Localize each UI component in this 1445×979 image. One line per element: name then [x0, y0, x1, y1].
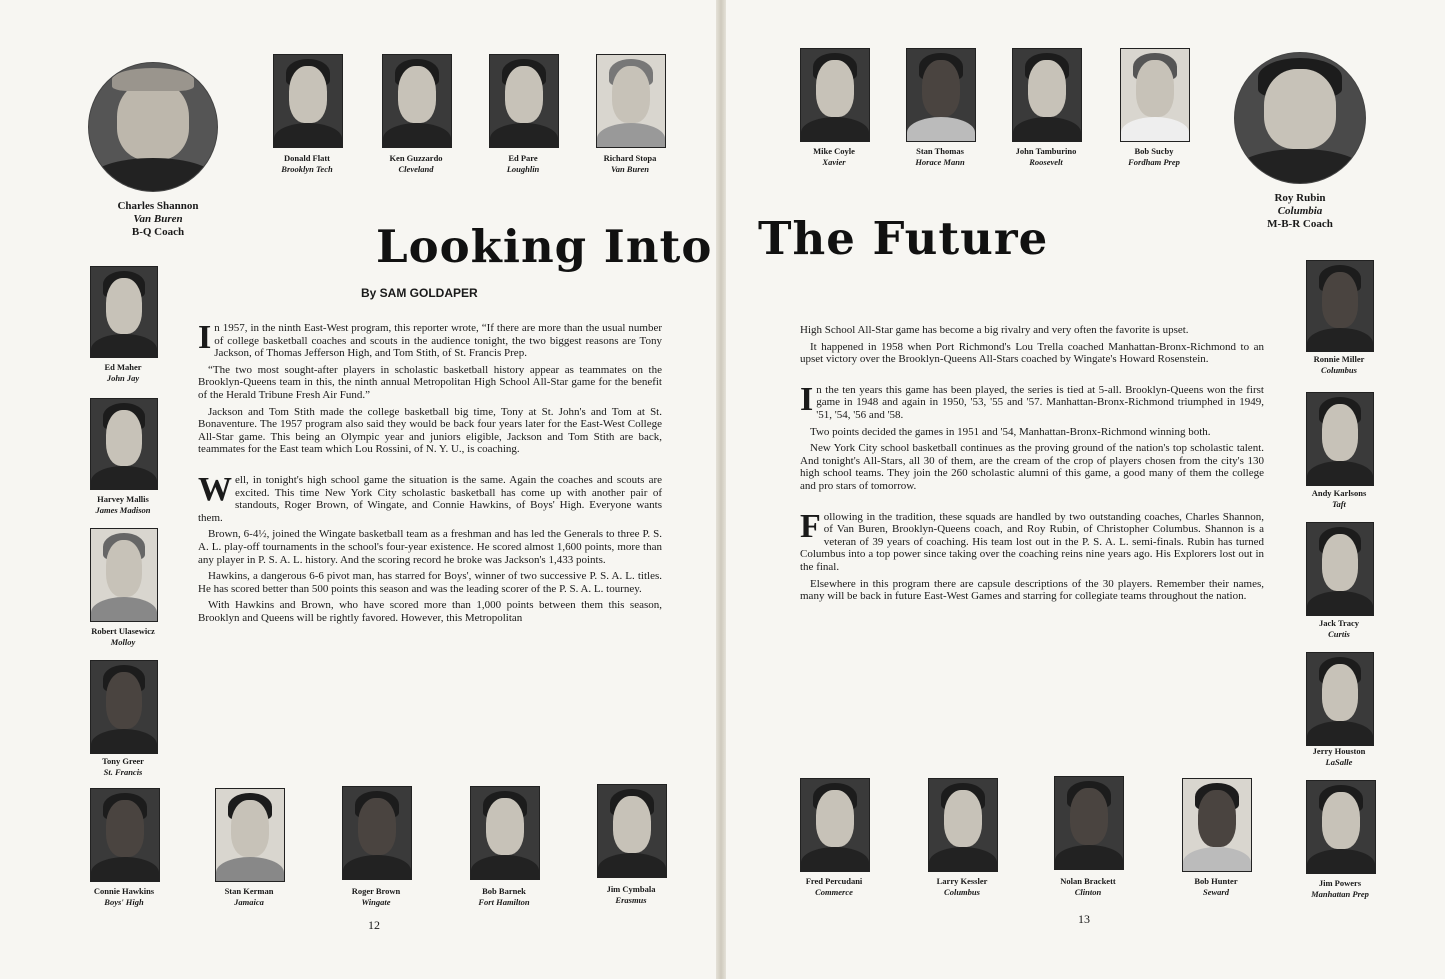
player-photo-mallis — [90, 398, 158, 490]
caption-school: Xavier — [822, 157, 846, 167]
player-photo-karlsons — [1306, 392, 1374, 486]
caption-name: Bob Hunter — [1194, 876, 1238, 886]
caption-name: Fred Percudani — [805, 876, 863, 886]
player-photo-guzzardo — [382, 54, 452, 148]
caption-school: Wingate — [361, 897, 391, 907]
caption-school: Taft — [1332, 499, 1346, 509]
title-left: Looking Into — [376, 220, 713, 273]
page-number-right: 13 — [1078, 912, 1090, 926]
player-caption-maher — [74, 362, 172, 384]
player-photo-greer — [90, 660, 158, 754]
caption-name: Larry Kessler — [936, 876, 988, 886]
title-right: The Future — [758, 212, 1049, 265]
caption-school: St. Francis — [103, 767, 143, 777]
caption-name: Tony Greer — [102, 756, 144, 766]
caption-name: B-Q Coach — [131, 226, 185, 238]
caption-school: Curtis — [1328, 629, 1350, 639]
caption-school: Jamaica — [234, 897, 264, 907]
player-caption-percudani — [785, 876, 883, 898]
player-caption-tracy — [1290, 618, 1388, 640]
caption-school: Boys' High — [104, 897, 144, 907]
caption-name: Nolan Brackett — [1060, 876, 1116, 886]
caption-school: Van Buren — [133, 213, 183, 225]
caption-school: Fort Hamilton — [478, 897, 530, 907]
player-photo-kessler — [928, 778, 998, 872]
player-caption-houston — [1290, 746, 1388, 768]
caption-school: Columbus — [1321, 365, 1357, 375]
caption-name: Richard Stopa — [603, 153, 657, 163]
caption-name: Jack Tracy — [1318, 618, 1360, 628]
article-paragraph: High School All-Star game has become a big rivalry and very often the favorite is upset. — [800, 324, 1189, 336]
player-photo-sucby — [1120, 48, 1190, 142]
player-photo-kerman — [215, 788, 285, 882]
player-photo-ulasewicz — [90, 528, 158, 622]
player-caption-brown — [327, 886, 425, 908]
book-gutter — [716, 0, 726, 979]
caption-school: Van Buren — [610, 164, 650, 174]
caption-school: Loughlin — [506, 164, 540, 174]
player-caption-karlsons — [1290, 488, 1388, 510]
caption-school: Seward — [1203, 887, 1229, 897]
caption-school: Commerce — [815, 887, 853, 897]
player-photo-pare — [489, 54, 559, 148]
article-column-left — [198, 319, 662, 628]
caption-name: M-B-R Coach — [1267, 218, 1333, 230]
player-caption-stopa — [581, 153, 679, 175]
article-paragraph: With Hawkins and Brown, who have scored more than 1,000 points between them this season, Brooklyn and Queens will be rightly favored. However, this Metropolitan — [198, 599, 662, 624]
player-photo-stopa — [596, 54, 666, 148]
caption-name: Ken Guzzardo — [389, 153, 443, 163]
coach-photo-rubin — [1234, 52, 1366, 184]
player-caption-sucby — [1105, 146, 1203, 168]
caption-school: James Madison — [95, 505, 151, 515]
article-paragraph: It happened in 1958 when Port Richmond's Lou Trella coached Manhattan-Bronx-Richmond to an upset victory over the Brooklyn-Queens All-Stars coached by Wingate's Howard Rosenstein. — [800, 340, 1264, 366]
player-caption-miller — [1290, 354, 1388, 376]
player-photo-percudani — [800, 778, 870, 872]
caption-name: Roy Rubin — [1274, 192, 1326, 204]
article-paragraph: Following in the tradition, these squads are handled by two outstanding coaches, Charles Shannon, of Van Buren, Brooklyn-Queens coach, and Roy Rubin, of Christopher Columbus. Shannon is a veteran of 39 years of coaching. His team lost out in the P. S. A. L. semi-finals. Rubin has turned Columbus into a top power since taking over the coaching reins nine years ago. His Explorers lost out in the final. — [800, 507, 1264, 573]
player-photo-hunter — [1182, 778, 1252, 872]
player-photo-hawkins — [90, 788, 160, 882]
article-paragraph: Jackson and Tom Stith made the college basketball big time, Tony at St. John's and Tom at St. Bonaventure. The 1957 program also said they would be back four years later for the East-West College All-Star game. This being an Olympic year and juniors eligible, Jackson and Tom Stith are back, teammates for the East team which Lou Rossini, of N. Y. U., is coaching. — [198, 405, 662, 456]
player-photo-tamburino — [1012, 48, 1082, 142]
caption-name: Bob Barnek — [482, 886, 526, 896]
player-caption-tamburino — [997, 146, 1095, 168]
caption-name: Roger Brown — [351, 886, 401, 896]
caption-name: Mike Coyle — [813, 146, 855, 156]
caption-name: John Tamburino — [1015, 146, 1077, 156]
caption-name: Harvey Mallis — [97, 494, 149, 504]
player-caption-ulasewicz — [74, 626, 172, 648]
caption-school: Columbia — [1277, 205, 1323, 217]
caption-school: Columbus — [944, 887, 980, 897]
caption-school: LaSalle — [1325, 757, 1353, 767]
caption-name: Jim Powers — [1318, 878, 1362, 888]
article-paragraph: In the ten years this game has been played, the series is tied at 5-all. Brooklyn-Queens won the first game in 1948 and again in 1950, '53, '55 and '57. Manhattan-Bronx-Richmond triumphed in 1949, '51, '54, '56 and '58. — [800, 380, 1264, 421]
page-number-left: 12 — [368, 918, 380, 932]
caption-name: Stan Kerman — [224, 886, 274, 896]
player-photo-houston — [1306, 652, 1374, 746]
player-caption-kerman — [200, 886, 298, 908]
article-paragraph: New York City school basketball continues as the proving ground of the nation's top scholastic talent. And tonight's All-Stars, all 30 of them, are the cream of the crop of players chosen from the city's 130 high school teams. They join the 260 scholastic alumni of this game, a good many of them the college and pro stars of tomorrow. — [800, 442, 1264, 492]
player-caption-hawkins — [75, 886, 173, 908]
player-caption-barnek — [455, 886, 553, 908]
player-photo-maher — [90, 266, 158, 358]
player-caption-brackett — [1039, 876, 1137, 898]
caption-name: Charles Shannon — [117, 200, 199, 212]
player-photo-barnek — [470, 786, 540, 880]
caption-school: Brooklyn Tech — [281, 164, 333, 174]
player-caption-kessler — [913, 876, 1011, 898]
caption-name: Stan Thomas — [916, 146, 964, 156]
caption-name: Connie Hawkins — [93, 886, 155, 896]
caption-school: Erasmus — [615, 895, 647, 905]
player-caption-thomas — [891, 146, 989, 168]
byline: By SAM GOLDAPER — [361, 286, 478, 300]
player-photo-miller — [1306, 260, 1374, 352]
coach-photo-shannon — [88, 62, 218, 192]
caption-school: Clinton — [1074, 887, 1102, 897]
player-photo-coyle — [800, 48, 870, 142]
player-caption-pare — [474, 153, 572, 175]
caption-name: Jerry Houston — [1312, 746, 1366, 756]
caption-school: Roosevelt — [1029, 157, 1063, 167]
coach-caption-rubin — [1230, 192, 1370, 231]
player-caption-cymbala — [582, 884, 680, 906]
caption-name: Ed Pare — [508, 153, 538, 163]
article-paragraph: Two points decided the games in 1951 and '54, Manhattan-Bronx-Richmond winning both. — [810, 425, 1211, 438]
player-caption-greer — [74, 756, 172, 778]
player-photo-thomas — [906, 48, 976, 142]
player-caption-flatt — [258, 153, 356, 175]
caption-name: Jim Cymbala — [606, 884, 656, 894]
player-photo-brown — [342, 786, 412, 880]
player-caption-guzzardo — [367, 153, 465, 175]
article-column-right — [800, 324, 1264, 607]
player-photo-powers — [1306, 780, 1376, 874]
article-paragraph: Hawkins, a dangerous 6-6 pivot man, has starred for Boys', winner of two successive P. S. A. L. titles. He has scored better than 500 points this season and was the leading scorer of the P. S. A. L. tourney. — [198, 570, 662, 595]
caption-name: Ronnie Miller — [1313, 354, 1365, 364]
caption-school: Fordham Prep — [1128, 157, 1180, 167]
player-photo-tracy — [1306, 522, 1374, 616]
player-photo-flatt — [273, 54, 343, 148]
article-paragraph: Elsewhere in this program there are capsule descriptions of the 30 players. Remember their names, many will be back in future East-West Games and starring for collegiate teams throughout the nation. — [800, 577, 1264, 603]
caption-school: John Jay — [106, 373, 140, 383]
player-caption-hunter — [1167, 876, 1265, 898]
article-paragraph: In 1957, in the ninth East-West program, this reporter wrote, “If there are more than the usual number of college basketball coaches and scouts in the audience tonight, the two biggest reasons are Tony Jackson, of Thomas Jefferson High, and Tom Stith, of St. Francis Prep. — [198, 319, 662, 360]
player-caption-powers — [1288, 878, 1392, 900]
caption-school: Horace Mann — [915, 157, 965, 167]
article-paragraph: Well, in tonight's high school game the situation is the same. Again the coaches and scouts are excited. This time New York City scholastic basketball has come up with another pair of standouts, Roger Brown, of Wingate, and Connie Hawkins, of Boys' High. Everyone wants them. — [198, 470, 662, 524]
caption-school: Manhattan Prep — [1311, 889, 1369, 899]
caption-name: Andy Karlsons — [1311, 488, 1367, 498]
coach-caption-shannon — [88, 200, 228, 239]
player-caption-mallis — [74, 494, 172, 516]
caption-name: Donald Flatt — [283, 153, 331, 163]
caption-school: Molloy — [110, 637, 136, 647]
caption-school: Cleveland — [398, 164, 434, 174]
player-photo-brackett — [1054, 776, 1124, 870]
caption-name: Bob Sucby — [1134, 146, 1174, 156]
caption-name: Ed Maher — [104, 362, 142, 372]
player-caption-coyle — [785, 146, 883, 168]
player-photo-cymbala — [597, 784, 667, 878]
article-paragraph: Brown, 6-4½, joined the Wingate basketball team as a freshman and has led the Generals to three P. S. A. L. play-off tournaments in the school's four-year existence. He scored almost 1,600 points, more than any player in P. S. A. L. history. And the scoring record he broke was Jackson's 1,433 points. — [198, 528, 662, 566]
caption-name: Robert Ulasewicz — [91, 626, 155, 636]
article-paragraph: “The two most sought-after players in scholastic basketball history appear as teammates on the Brooklyn-Queens team in this, the ninth annual Metropolitan High School All-Star game for the benefit of the Herald Tribune Fresh Air Fund.” — [198, 363, 662, 401]
